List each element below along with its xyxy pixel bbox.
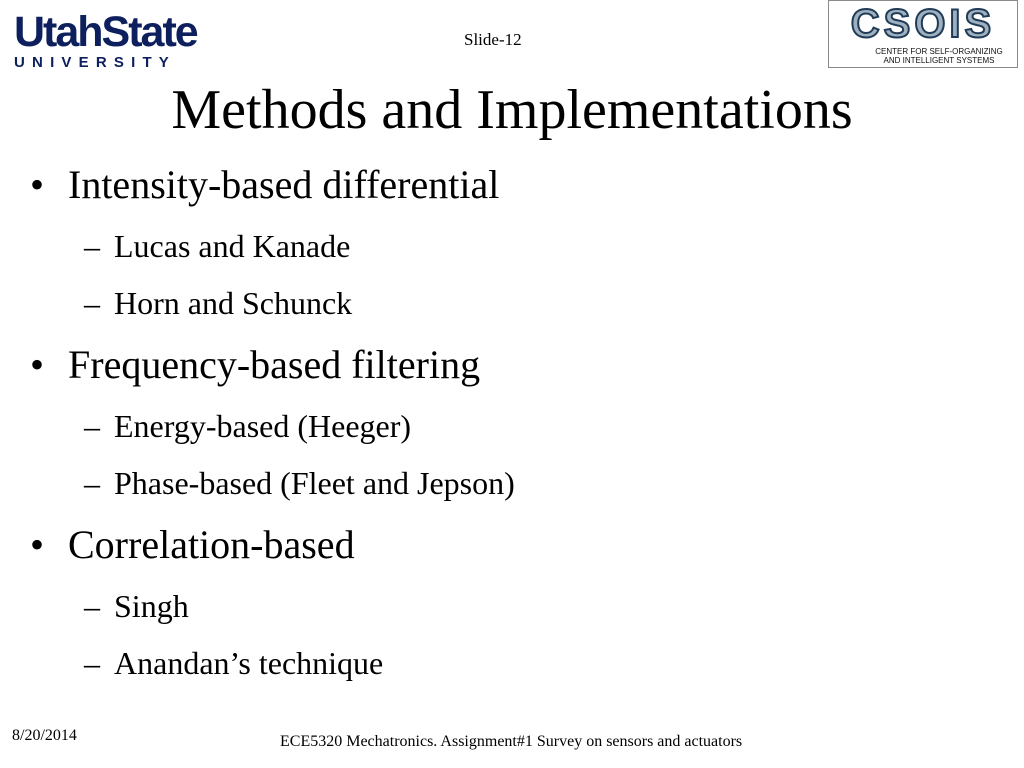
usu-logo-wordmark: UtahState bbox=[14, 8, 197, 56]
sub-bullet-text: Energy-based (Heeger) bbox=[114, 408, 412, 444]
bullet-marker: • bbox=[30, 342, 45, 387]
bullet-marker: • bbox=[30, 522, 45, 567]
dash-marker: – bbox=[84, 588, 100, 624]
bullet-marker: • bbox=[30, 162, 45, 207]
csois-logo bbox=[828, 0, 1018, 68]
sub-bullet-item bbox=[84, 284, 352, 322]
sub-bullet-text: Anandan’s technique bbox=[114, 645, 384, 681]
sub-bullet-text: Lucas and Kanade bbox=[114, 228, 351, 264]
csois-logo-tagline-2: AND INTELLIGENT SYSTEMS bbox=[883, 56, 995, 65]
sub-bullet-item bbox=[84, 464, 515, 502]
dash-marker: – bbox=[84, 408, 100, 444]
bullet-item bbox=[30, 162, 499, 208]
bullet-item bbox=[30, 522, 355, 568]
slide-title: Methods and Implementations bbox=[171, 79, 853, 141]
bullet-item bbox=[30, 342, 480, 388]
csois-logo-tagline-1: CENTER FOR SELF-ORGANIZING bbox=[875, 47, 1003, 56]
bullet-text: Frequency-based filtering bbox=[68, 342, 481, 387]
usu-logo-subtitle: UNIVERSITY bbox=[14, 54, 177, 71]
sub-bullet-text: Phase-based (Fleet and Jepson) bbox=[114, 465, 515, 501]
dash-marker: – bbox=[84, 285, 100, 321]
sub-bullet-item bbox=[84, 587, 189, 625]
bullet-text: Intensity-based differential bbox=[68, 162, 500, 207]
dash-marker: – bbox=[84, 228, 100, 264]
sub-bullet-text: Horn and Schunck bbox=[114, 285, 353, 321]
footer-date: 8/20/2014 bbox=[12, 727, 77, 744]
sub-bullet-item bbox=[84, 407, 411, 445]
sub-bullet-item bbox=[84, 227, 350, 265]
footer-text: ECE5320 Mechatronics. Assignment#1 Survey on sensors and actuators bbox=[280, 733, 743, 750]
csois-logo-mark: CSOIS bbox=[850, 2, 996, 46]
usu-logo bbox=[14, 10, 200, 72]
slide-number: Slide-12 bbox=[464, 30, 522, 49]
sub-bullet-text: Singh bbox=[114, 588, 189, 624]
sub-bullet-item bbox=[84, 644, 383, 682]
dash-marker: – bbox=[84, 645, 100, 681]
dash-marker: – bbox=[84, 465, 100, 501]
bullet-text: Correlation-based bbox=[68, 522, 355, 567]
